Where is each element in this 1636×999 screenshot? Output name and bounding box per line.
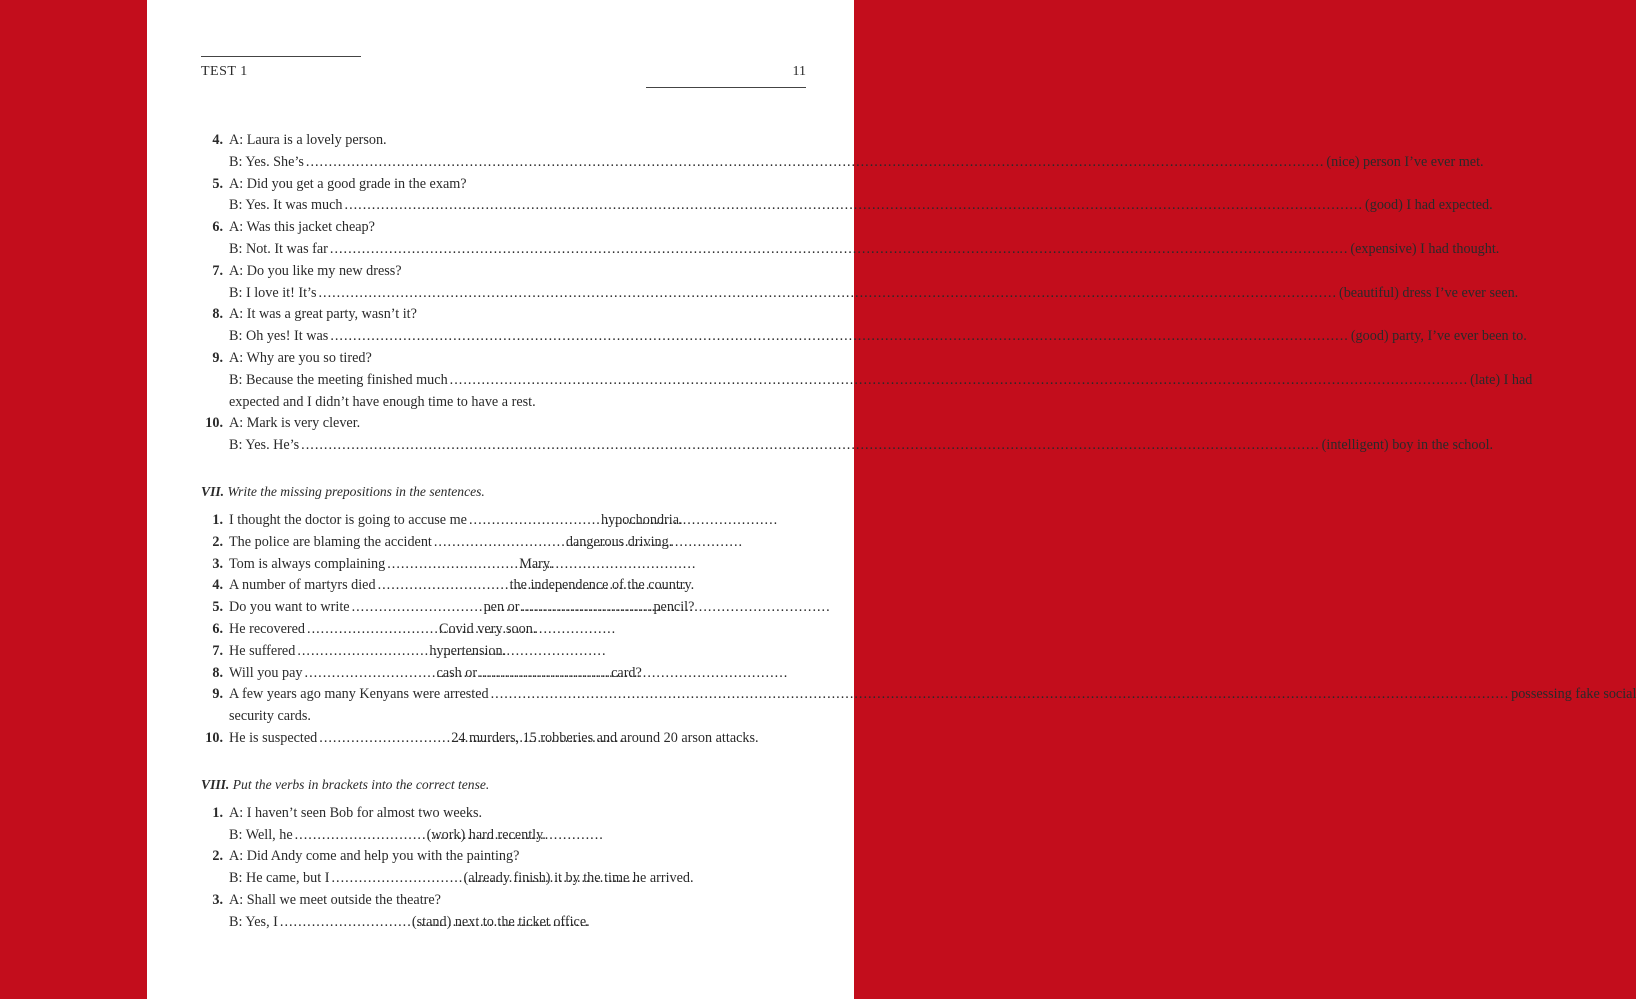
line-text: He recovered xyxy=(229,620,306,637)
exercise-body xyxy=(229,510,806,532)
line-text: (intelligent) boy in the school. xyxy=(1321,437,1494,454)
answer-blank[interactable] xyxy=(378,575,508,597)
item-number-text: 9. xyxy=(212,349,223,366)
exercise-item xyxy=(201,846,806,890)
exercise-item xyxy=(201,130,1484,174)
answer-blank[interactable] xyxy=(434,532,564,554)
item-number-text: 7. xyxy=(212,642,223,659)
answer-line xyxy=(229,663,806,685)
item-number-text: 10. xyxy=(205,415,223,432)
item-number-text: 7. xyxy=(212,262,223,279)
line-text: (beautiful) dress I’ve ever seen. xyxy=(1338,284,1519,301)
answer-blank[interactable] xyxy=(331,868,461,890)
answer-blank[interactable] xyxy=(330,239,1349,261)
item-number xyxy=(201,663,229,685)
answer-line xyxy=(229,195,1493,217)
answer-line xyxy=(229,619,806,641)
header-rule-right xyxy=(646,87,806,88)
speaker-a-line: A: Why are you so tired? xyxy=(229,349,372,366)
page-number: 11 xyxy=(792,64,806,79)
exercise-item xyxy=(201,554,806,576)
line-text: The police are blaming the accident xyxy=(229,533,432,550)
item-number xyxy=(201,532,229,554)
item-number xyxy=(201,348,229,413)
answer-blank[interactable] xyxy=(297,641,427,663)
section-8-exercises xyxy=(201,803,806,934)
exercise-item xyxy=(201,663,806,685)
answer-blank[interactable] xyxy=(469,510,599,532)
line-text: Covid very soon. xyxy=(439,620,537,637)
exercise-body xyxy=(229,261,1518,305)
speaker-a-line: A: Did Andy come and help you with the painting? xyxy=(229,848,520,865)
item-number xyxy=(201,174,229,218)
answer-blank[interactable] xyxy=(307,619,437,641)
line-text: B: Yes. It was much xyxy=(229,197,343,214)
section-7-numeral: VII. xyxy=(201,483,225,499)
book-page xyxy=(147,0,1636,999)
item-number-text: 4. xyxy=(212,132,223,148)
answer-blank[interactable] xyxy=(306,152,1325,174)
exercise-item xyxy=(201,641,806,663)
exercise-item xyxy=(201,684,1636,728)
answer-line xyxy=(229,326,1527,348)
item-number-text: 3. xyxy=(212,555,223,572)
item-number xyxy=(201,684,229,728)
answer-line xyxy=(229,532,806,554)
answer-blank[interactable] xyxy=(318,283,1337,305)
test-label: TEST 1 xyxy=(201,64,248,79)
answer-blank[interactable] xyxy=(319,728,449,750)
exercise-body xyxy=(229,532,806,554)
line-text: (good) party, I’ve ever been to. xyxy=(1350,328,1527,345)
line-text: pen or xyxy=(483,599,520,616)
item-number xyxy=(201,597,229,619)
line-text: I thought the doctor is going to accuse me xyxy=(229,511,467,528)
line-text: Tom is always complaining xyxy=(229,555,386,572)
item-number xyxy=(201,510,229,532)
line-text: (good) I had expected. xyxy=(1365,197,1493,214)
item-number-text: 1. xyxy=(212,804,223,821)
exercise-item xyxy=(201,261,1519,305)
answer-blank[interactable] xyxy=(305,663,435,685)
line-text: the independence of the country. xyxy=(509,577,695,594)
line-text: B: Yes, I xyxy=(229,913,278,930)
exercise-body xyxy=(229,803,806,847)
exercise-body xyxy=(229,304,1527,348)
line-text: B: He came, but I xyxy=(229,870,330,887)
header-rule-left xyxy=(201,56,361,57)
answer-line xyxy=(229,912,806,934)
exercise-body xyxy=(229,663,806,685)
answer-blank[interactable] xyxy=(479,663,609,685)
section-8-instruction-text: Put the verbs in brackets into the correct tense. xyxy=(232,776,490,792)
exercise-item xyxy=(201,348,1533,413)
answer-blank[interactable] xyxy=(450,370,1469,392)
line-text: hypertension. xyxy=(429,642,507,659)
item-number-text: 6. xyxy=(212,620,223,637)
speaker-a-line: A: Do you like my new dress? xyxy=(229,262,402,279)
exercise-body xyxy=(229,413,1493,457)
exercise-item xyxy=(201,597,806,619)
line-text: B: Because the meeting finished much xyxy=(229,371,448,388)
item-number-text: 5. xyxy=(212,599,223,616)
exercise-item xyxy=(201,304,1527,348)
exercise-item xyxy=(201,890,806,934)
item-number xyxy=(201,217,229,261)
answer-line xyxy=(229,435,1493,457)
line-text: 24 murders, 15 robberies and around 20 arson attacks. xyxy=(451,729,759,746)
line-text: cash or xyxy=(436,664,478,681)
answer-line xyxy=(229,684,1636,706)
item-number xyxy=(201,890,229,934)
item-number-text: 8. xyxy=(212,306,223,323)
exercise-body xyxy=(229,641,806,663)
line-continuation: security cards. xyxy=(229,708,311,725)
speaker-a-line: A: Mark is very clever. xyxy=(229,415,361,432)
item-number xyxy=(201,575,229,597)
speaker-a-line: A: It was a great party, wasn’t it? xyxy=(229,306,417,323)
line-text: (nice) person I’ve ever met. xyxy=(1326,153,1484,170)
section-7-exercises xyxy=(201,510,1636,750)
section-8-numeral: VIII. xyxy=(201,776,230,792)
answer-blank[interactable] xyxy=(280,912,410,934)
item-number-text: 2. xyxy=(212,533,223,550)
page-content xyxy=(201,130,1636,934)
line-text: dangerous driving. xyxy=(565,533,673,550)
item-number xyxy=(201,728,229,750)
exercise-item xyxy=(201,575,806,597)
item-number-text: 8. xyxy=(212,664,223,681)
section-7-instruction-text: Write the missing prepositions in the sentences. xyxy=(227,483,485,499)
line-continuation: expected and I didn’t have enough time to have a rest. xyxy=(229,393,536,410)
section-8-instruction xyxy=(201,775,806,795)
item-number xyxy=(201,413,229,457)
answer-blank[interactable] xyxy=(330,326,1349,348)
answer-blank[interactable] xyxy=(387,554,517,576)
line-text: Do you want to write xyxy=(229,599,350,616)
item-number xyxy=(201,554,229,576)
answer-line xyxy=(229,510,806,532)
exercise-item xyxy=(201,532,806,554)
line-text: B: I love it! It’s xyxy=(229,284,317,301)
answer-blank[interactable] xyxy=(345,195,1364,217)
item-number xyxy=(201,803,229,847)
line-text: card? xyxy=(611,664,642,681)
answer-line xyxy=(229,825,806,847)
answer-line xyxy=(229,575,806,597)
line-text: He is suspected xyxy=(229,729,318,746)
exercise-item xyxy=(201,174,1493,218)
exercise-body xyxy=(229,554,806,576)
line-text: (expensive) I had thought. xyxy=(1350,240,1500,257)
line-text: (late) I had xyxy=(1470,371,1533,388)
exercise-item xyxy=(201,217,1500,261)
item-number xyxy=(201,261,229,305)
exercise-body xyxy=(229,348,1532,413)
exercise-body xyxy=(229,217,1499,261)
answer-line xyxy=(229,283,1518,305)
speaker-a-line: A: Shall we meet outside the theatre? xyxy=(229,891,441,908)
answer-blank[interactable] xyxy=(352,597,482,619)
exercise-item xyxy=(201,510,806,532)
line-text: B: Yes. He’s xyxy=(229,437,300,454)
line-text: (stand) next to the ticket office. xyxy=(411,913,590,930)
answer-line xyxy=(229,597,806,619)
line-text: (already finish) it by the time he arrived. xyxy=(463,870,694,887)
answer-blank[interactable] xyxy=(295,825,425,847)
line-text: B: Yes. She’s xyxy=(229,153,304,170)
exercise-item xyxy=(201,619,806,641)
exercise-body xyxy=(229,619,806,641)
line-text: A few years ago many Kenyans were arrested xyxy=(229,686,489,703)
exercise-body xyxy=(229,575,806,597)
line-text: He suffered xyxy=(229,642,296,659)
item-number-text: 9. xyxy=(212,686,223,703)
item-number xyxy=(201,641,229,663)
line-text: B: Not. It was far xyxy=(229,240,328,257)
item-number xyxy=(201,304,229,348)
line-text: Mary. xyxy=(519,555,553,572)
line-text: hypochondria. xyxy=(600,511,683,528)
speaker-a-line: A: Did you get a good grade in the exam? xyxy=(229,175,467,192)
section-6-exercises xyxy=(201,130,1533,457)
exercise-body xyxy=(229,597,806,619)
line-text: Will you pay xyxy=(229,664,303,681)
item-number-text: 1. xyxy=(212,511,223,528)
answer-line xyxy=(229,728,806,750)
item-number-text: 2. xyxy=(212,848,223,865)
answer-line xyxy=(229,239,1499,261)
line-text: (work) hard recently. xyxy=(426,826,546,843)
speaker-a-line: A: Was this jacket cheap? xyxy=(229,219,375,236)
speaker-a-line: A: I haven’t seen Bob for almost two weeks. xyxy=(229,804,483,821)
answer-line xyxy=(229,554,806,576)
exercise-body xyxy=(229,130,1484,174)
line-text: B: Well, he xyxy=(229,826,293,843)
answer-line xyxy=(229,641,806,663)
exercise-body xyxy=(229,684,1636,728)
item-number-text: 5. xyxy=(212,175,223,192)
exercise-body xyxy=(229,846,806,890)
line-text: B: Oh yes! It was xyxy=(229,328,329,345)
line-text: pencil? xyxy=(653,599,695,616)
exercise-item xyxy=(201,413,1494,457)
item-number-text: 4. xyxy=(212,577,223,594)
answer-blank[interactable] xyxy=(301,435,1320,457)
item-number xyxy=(201,846,229,890)
answer-blank[interactable] xyxy=(491,684,1510,706)
answer-line xyxy=(229,370,1532,392)
section-7-instruction xyxy=(201,482,806,502)
answer-line xyxy=(229,868,806,890)
item-number xyxy=(201,130,229,174)
exercise-body xyxy=(229,728,806,750)
item-number-text: 3. xyxy=(212,891,223,908)
exercise-body xyxy=(229,174,1493,218)
item-number-text: 6. xyxy=(212,219,223,236)
exercise-item xyxy=(201,803,806,847)
line-text: A number of martyrs died xyxy=(229,577,376,594)
item-number xyxy=(201,619,229,641)
answer-line xyxy=(229,152,1484,174)
answer-blank[interactable] xyxy=(521,597,651,619)
speaker-a-line: A: Laura is a lovely person. xyxy=(229,132,387,148)
line-text: possessing fake social xyxy=(1511,686,1636,703)
exercise-item xyxy=(201,728,806,750)
item-number-text: 10. xyxy=(205,729,223,746)
exercise-body xyxy=(229,890,806,934)
